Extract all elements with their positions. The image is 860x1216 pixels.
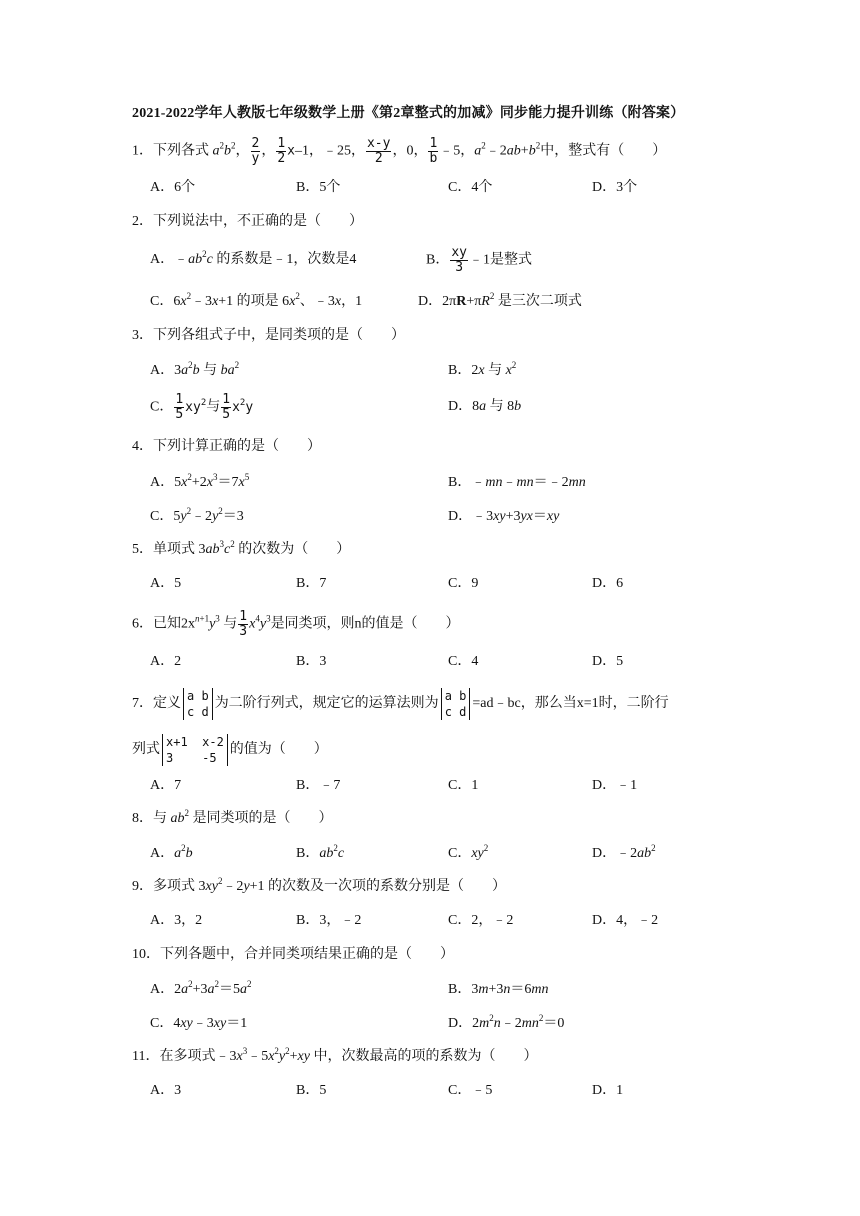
q9-option-b[interactable]: B．3，﹣2 [296, 913, 362, 928]
question-11-stem: 11．在多项式$﹣3x^3﹣5x^2y^2+xy$ 中，次数最高的项的系数为（ ） [132, 1046, 538, 1064]
q5-option-a[interactable]: A．5 [150, 576, 182, 591]
q8-option-c[interactable]: C．$xy^2$ [448, 843, 489, 861]
question-6-stem: 6．已知$2x^{n+1}y^3$ 与 $\frac{1}{3}$ $x^4y^3$是同类项，则n的值是（ ） [132, 609, 460, 639]
q1-option-b[interactable]: B．5个 [296, 180, 341, 195]
question-1-stem: 1．下列各式 $a^2b^2$， $\frac{2}{y}$ ， $\frac{1}{2}$ x–1，﹣25， $\frac{x-y}{2}$ ，0， $\frac{1}{b}$ ﹣5，$a^2﹣2ab+b^2$中，整式有（ ） [132, 136, 667, 166]
question-8-stem: 8．与 $ab^2$ 是同类项的是（ ） [132, 808, 333, 826]
q2-option-d[interactable]: D．$2\pi R+\pi R^2$ 是三次二项式 [418, 291, 582, 309]
determinant-expression: x+1 x-2 3 -5 [162, 734, 228, 766]
q8-option-d[interactable]: D．$﹣2ab^2$ [592, 843, 656, 861]
q10-option-c[interactable]: C．4xy﹣3xy＝1 [150, 1016, 248, 1031]
q3-option-c[interactable]: C． $\frac{1}{5}$ $xy^2$与 $\frac{1}{5}$ $x^2y$ [150, 392, 254, 422]
fraction-1-over-b: $\frac{1}{b}$ [429, 136, 438, 166]
q6-option-b[interactable]: B．3 [296, 654, 327, 669]
question-7-stem-line2 [132, 734, 328, 766]
determinant-abcd-2: a b c d [441, 688, 471, 720]
q6-option-a[interactable]: A．2 [150, 654, 182, 669]
question-3-stem: 3．下列各组式子中，是同类项的是（ ） [132, 328, 405, 343]
q7-option-b[interactable]: B．﹣7 [296, 778, 341, 793]
q11-option-b[interactable]: B．5 [296, 1083, 327, 1098]
determinant-abcd: a b c d [183, 688, 213, 720]
q5-option-c[interactable]: C．9 [448, 576, 479, 591]
fraction-2-over-y: $\frac{2}{y}$ [251, 136, 260, 166]
q1-option-a[interactable]: A．6个 [150, 180, 196, 195]
question-9-stem: 9．多项式 $3xy^2﹣2y+1$ 的次数及一次项的系数分别是（ ） [132, 876, 507, 894]
q3-option-b[interactable]: B．2x 与 $x^2$ [448, 360, 517, 378]
q7-part3: =ad﹣bc，那么当x=1时，二阶行 [472, 696, 669, 712]
q11-option-a[interactable]: A．3 [150, 1083, 182, 1098]
q2-b-suffix: ﹣1是整式 [469, 252, 532, 268]
q4-option-b[interactable]: B．﹣mn﹣mn＝﹣2mn [448, 475, 586, 490]
fraction-1-over-3: $\frac{1}{3}$ [239, 609, 248, 639]
q9-option-c[interactable]: C．2，﹣2 [448, 913, 514, 928]
question-4-stem: 4．下列计算正确的是（ ） [132, 439, 321, 454]
q10-option-b[interactable]: B．3m+3n＝6mn [448, 982, 549, 997]
q7-part5: 的值为（ ） [229, 742, 328, 758]
fraction-1-over-2: $\frac{1}{2}$ [277, 136, 286, 166]
q7-part4: 列式 [132, 742, 160, 758]
question-2-stem: 2．下列说法中，不正确的是（ ） [132, 214, 363, 229]
q11-option-d[interactable]: D．1 [592, 1083, 624, 1098]
q9-option-a[interactable]: A．3，2 [150, 913, 203, 928]
q2-option-a[interactable]: A．$﹣ab^2c$ 的系数是﹣1，次数是4 [150, 249, 357, 267]
q1-option-c[interactable]: C．4个 [448, 180, 493, 195]
q1-suffix: 中，整式有（ ） [540, 143, 667, 159]
q4-option-d[interactable]: D．﹣3xy+3yx＝xy [448, 509, 560, 524]
q6-option-c[interactable]: C．4 [448, 654, 479, 669]
q5-option-d[interactable]: D．6 [592, 576, 624, 591]
fraction-1-over-5: $\frac{1}{5}$ [175, 392, 184, 422]
q2-option-c[interactable]: C．$6x^2﹣3x+1$ 的项是 $6x^2$、﹣3x，1 [150, 291, 363, 309]
q2-option-b[interactable]: B． $\frac{xy}{3}$ ﹣1是整式 [426, 245, 532, 275]
q3-c-mid: 与 [206, 399, 221, 415]
q7-option-c[interactable]: C．1 [448, 778, 479, 793]
q7-part2: 为二阶行列式，规定它的运算法则为 [214, 696, 439, 712]
q1-option-d[interactable]: D．3个 [592, 180, 638, 195]
q8-option-a[interactable]: A．$a^2b$ [150, 843, 193, 861]
fraction-xy-over-3: $\frac{xy}{3}$ [451, 245, 467, 275]
q7-option-a[interactable]: A．7 [150, 778, 182, 793]
question-5-stem: 5．单项式 $3ab^3c^2$ 的次数为（ ） [132, 539, 351, 557]
q6-option-d[interactable]: D．5 [592, 654, 624, 669]
q6-prefix: 6．已知2x [132, 616, 195, 632]
page-title: 2021-2022学年人教版七年级数学上册《第2章整式的加减》同步能力提升训练（附答案） [132, 106, 685, 121]
q4-option-a[interactable]: A．$5x^2+2x^3=7x^5$ [150, 472, 250, 490]
q1-prefix: 1．下列各式 [132, 143, 209, 159]
q10-option-d[interactable]: D．$2m^2n﹣2mn^2=0$ [448, 1013, 565, 1031]
fraction-x-minus-y-over-2: $\frac{x-y}{2}$ [366, 136, 391, 166]
q3-option-d[interactable]: D．8a 与 8b [448, 399, 522, 414]
q7-part1: 7．定义 [132, 696, 181, 712]
q7-option-d[interactable]: D．﹣1 [592, 778, 638, 793]
q11-option-c[interactable]: C．﹣5 [448, 1083, 493, 1098]
fraction-1-over-5-b: $\frac{1}{5}$ [222, 392, 231, 422]
q3-option-a[interactable]: A．$3a^2b$ 与 $ba^2$ [150, 360, 240, 378]
q6-suffix: 是同类项，则n的值是（ ） [270, 616, 460, 632]
q4-option-c[interactable]: C．$5y^2﹣2y^2=3$ [150, 506, 244, 524]
q9-option-d[interactable]: D．4，﹣2 [592, 913, 659, 928]
question-10-stem: 10．下列各题中，合并同类项结果正确的是（ ） [132, 947, 454, 962]
q3-c-label: C． [150, 399, 174, 415]
q8-option-b[interactable]: B．$ab^2c$ [296, 843, 345, 861]
q10-option-a[interactable]: A．$2a^2+3a^2=5a^2$ [150, 979, 252, 997]
q5-option-b[interactable]: B．7 [296, 576, 327, 591]
question-7-stem-line1 [132, 688, 669, 720]
